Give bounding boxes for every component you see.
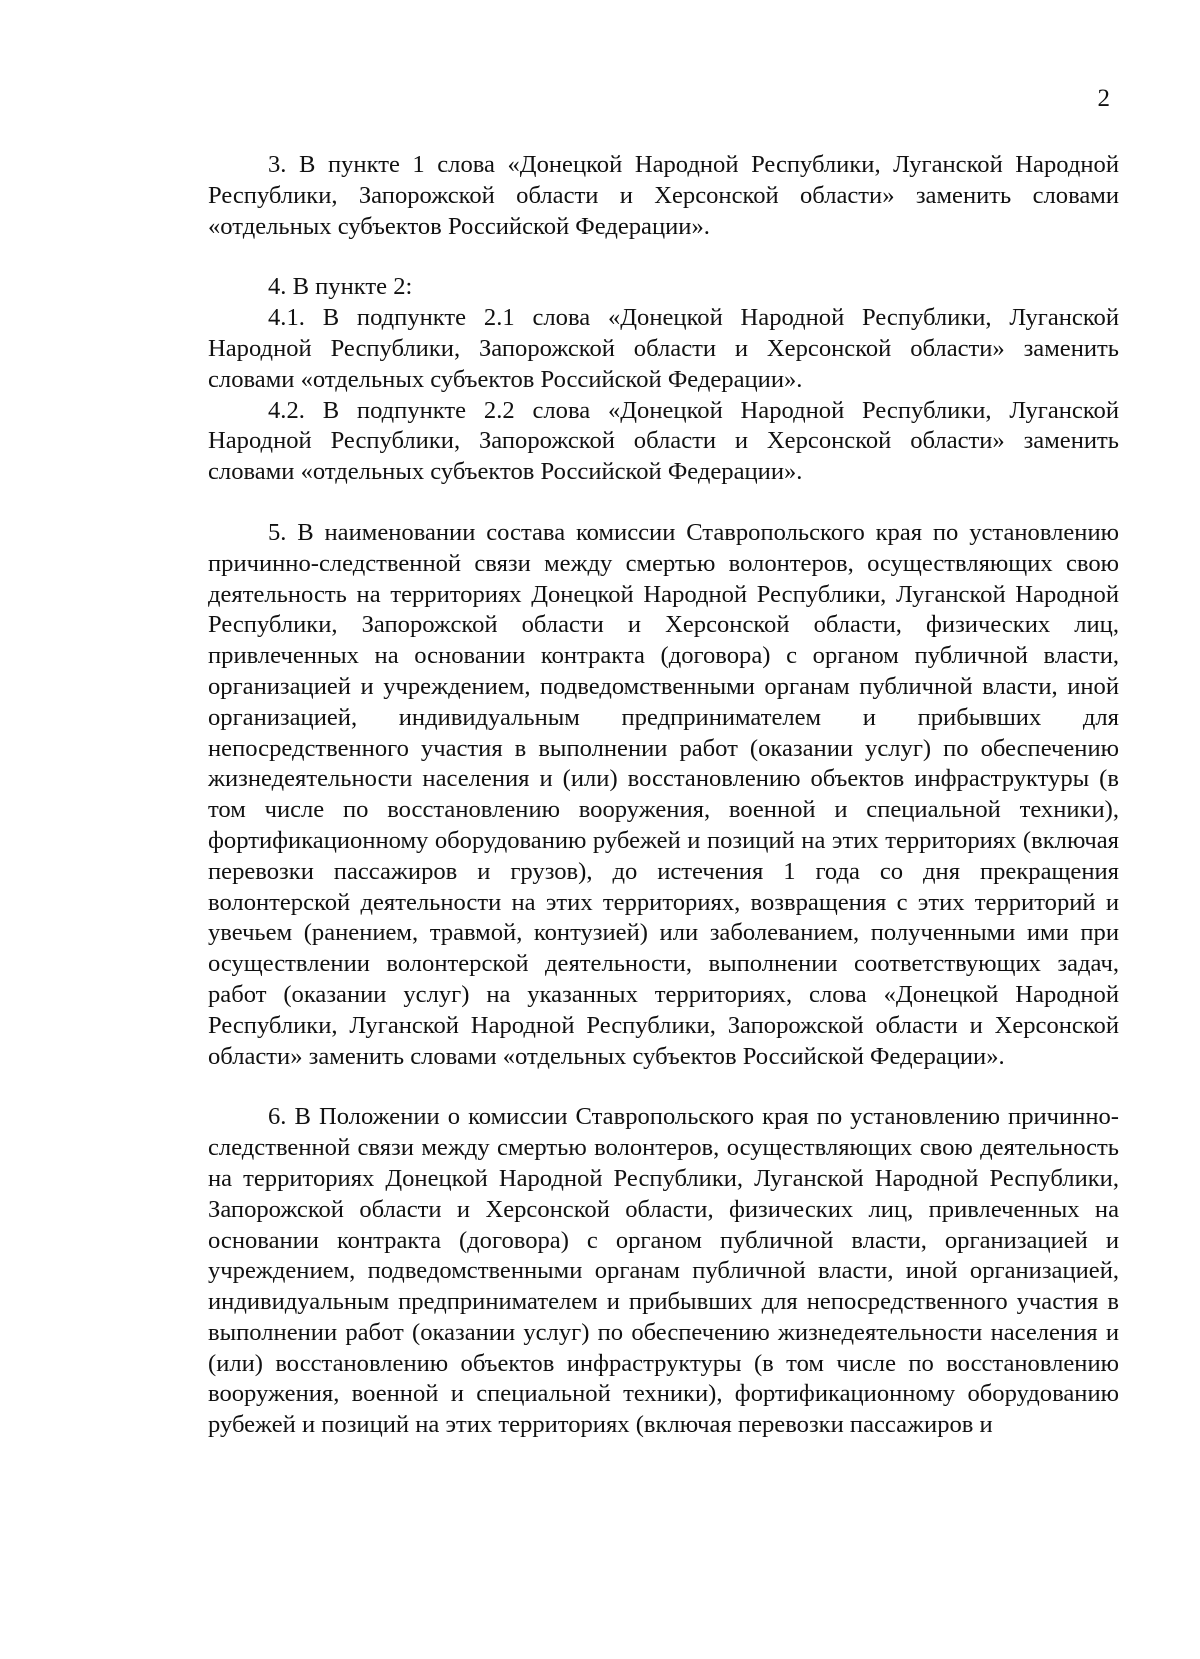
- paragraph-4: 4. В пункте 2:: [268, 273, 413, 301]
- paragraph-6: 6. В Положении о комиссии Ставропольского края по установлению причинно-следственной связи между смертью волонтеров, осуществляющих свою деятельность на территориях Донецкой Народной Республики, Луганской Народной Республики, Запорожской области и Херсонской области, физических лиц, привлеченных на основании контракта (договора) с органом публичной власти, организацией и учреждением, подведомственными органам публичной власти, иной организацией, индивидуальным предпринимателем и прибывших для непосредственного участия в выполнении работ (оказании услуг) по обеспечению жизнедеятельности населения и (или) восстановлению объектов инфраструктуры (в том числе по восстановлению вооружения, военной и специальной техники), фортификационному оборудованию рубежей и позиций на этих территориях (включая перевозки пассажиров и: [208, 1103, 1119, 1439]
- paragraph-3: 3. В пункте 1 слова «Донецкой Народной Республики, Луганской Народной Республики, Запорожской области и Херсонской области» заменить словами «отдельных субъектов Российской Федерации».: [208, 151, 1119, 240]
- paragraph-4-1: 4.1. В подпункте 2.1 слова «Донецкой Народной Республики, Луганской Народной Республики, Запорожской области и Херсонской области» заменить словами «отдельных субъектов Российской Федерации».: [208, 304, 1119, 393]
- page-number: 2: [1097, 85, 1110, 112]
- document-body: [208, 150, 1119, 1441]
- paragraph-5: 5. В наименовании состава комиссии Ставропольского края по установлению причинно-следственной связи между смертью волонтеров, осуществляющих свою деятельность на территориях Донецкой Народной Республики, Луганской Народной Республики, Запорожской области и Херсонской области, физических лиц, привлеченных на основании контракта (договора) с органом публичной власти, организацией и учреждением, подведомственными органам публичной власти, иной организацией, индивидуальным предпринимателем и прибывших для непосредственного участия в выполнении работ (оказании услуг) по обеспечению жизнедеятельности населения и (или) восстановлению объектов инфраструктуры (в том числе по восстановлению вооружения, военной и специальной техники), фортификационному оборудованию рубежей и позиций на этих территориях (включая перевозки пассажиров и грузов), до истечения 1 года со дня прекращения волонтерской деятельности на этих территориях, возвращения с этих территорий и увечьем (ранением, травмой, контузией) или заболеванием, полученными ими при осуществлении волонтерской деятельности, выполнении соответствующих задач, работ (оказании услуг) на указанных территориях, слова «Донецкой Народной Республики, Луганской Народной Республики, Запорожской области и Херсонской области» заменить словами «отдельных субъектов Российской Федерации».: [208, 518, 1119, 1070]
- paragraph-4-2: 4.2. В подпункте 2.2 слова «Донецкой Народной Республики, Луганской Народной Республики, Запорожской области и Херсонской области» заменить словами «отдельных субъектов Российской Федерации».: [208, 396, 1119, 486]
